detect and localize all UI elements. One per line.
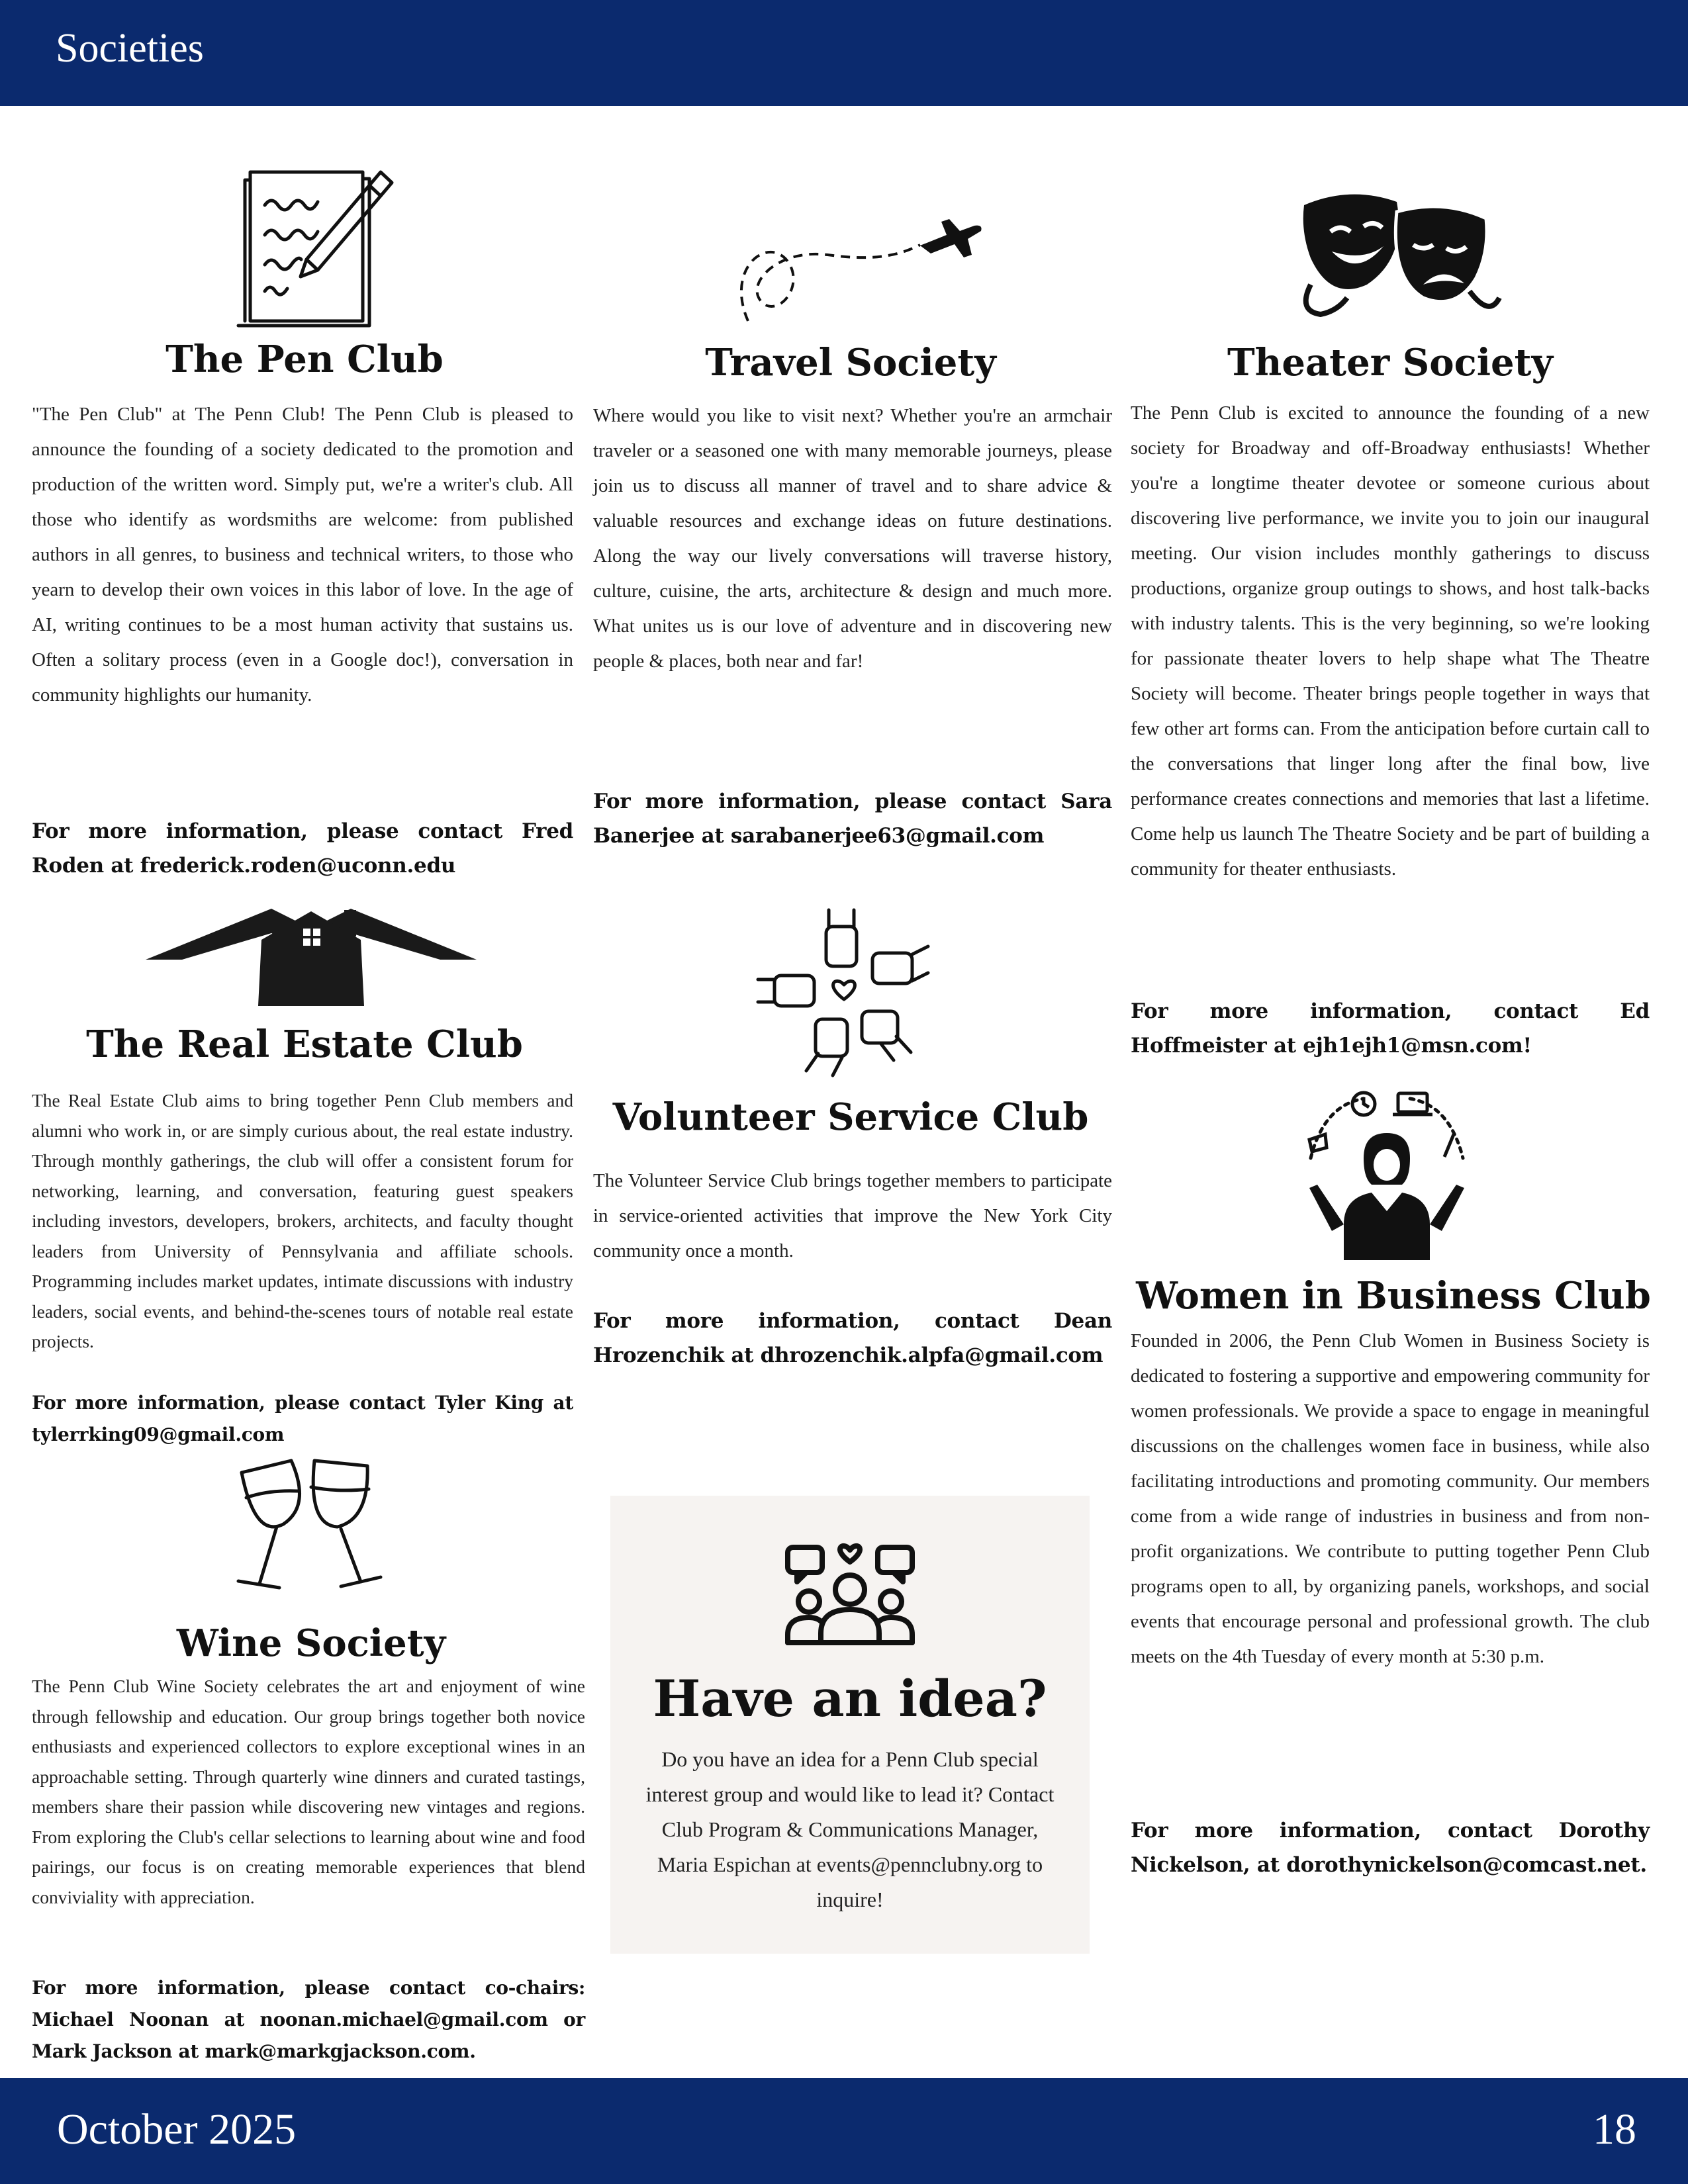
club-title-theater: Theater Society [1227,341,1553,385]
businesswoman-juggling-icon [1297,1085,1476,1261]
club-contact-pen: For more information, please contact Fred Roden at frederick.roden@uconn.edu [32,819,573,878]
club-body-pen: "The Pen Club" at The Penn Club! The Penn Club is pleased to announce the founding of a society dedicated to the promotion and production of the written word. Simply put, we're a writer's club. All those who identify as wordsmiths are welcome: from published authors in all genres, to business and technical writers, to those who yearn to develop their own voices in this labor of love. In the age of AI, writing continues to be a most human activity that sustains us. Often a solitary process (even in a Google doc!), conversation in community highlights our humanity. [32,404,573,705]
club-contact-travel: For more information, please contact Sara Banerjee at sarabanerjee63@gmail.com [593,790,1112,848]
idea-title: Have an idea? [653,1669,1047,1728]
club-contact-women: For more information, contact Dorothy Nickelson, at dorothynickelson@comcast.net. [1131,1819,1650,1877]
club-title-wine: Wine Society [176,1621,446,1665]
club-body-real-estate: The Real Estate Club aims to bring together Penn Club members and alumni who work in, or are simply curious about, the real estate industry. Through monthly gatherings, the club will offer a consistent forum for networking, learning, and conversation, featuring guest speakers including investors, developers, brokers, architects, and faculty thought leaders from University of Pennsylvania and affiliate schools. Programming includes market updates, intimate discussions with industry leaders, social events, and behind-the-scenes tours of notable real estate projects. [32,1090,573,1351]
club-contact-wine: For more information, please contact co-chairs: Michael Noonan at noonan.michael@gmail.com or Mark Jackson at mark@markgjackson.com. [32,1977,585,2062]
club-title-real-estate: The Real Estate Club [86,1023,523,1066]
club-body-theater: The Penn Club is excited to announce the founding of a new society for Broadway and off-Broadway enthusiasts! Whether you're a longtime theater devotee or someone curious about discovering live performance, we invite you to join our inaugural meeting. Our vision includes monthly gatherings to discuss productions, organize group outings to shows, and host talk-backs with industry talents. This is the very beginning, so we're looking for passionate theater lovers to help shape what The Theatre Society will become. Theater brings people together in ways that few other art forms can. From the anticipation before curtain call to the conversations that linger long after the final bow, live performance creates connections and memories that last a lifetime. Come help us launch The Theatre Society and be part of building a community for theater enthusiasts. [1131,402,1650,880]
airplane-path-icon [728,208,986,328]
header-band [0,0,1688,106]
club-contact-theater: For more information, contact Ed Hoffmeister at ejh1ejh1@msn.com! [1131,999,1650,1058]
issue-date: October 2025 [57,2105,297,2154]
section-title: Societies [56,26,204,71]
notebook-pen-icon [218,159,404,338]
club-body-travel: Where would you like to visit next? Whether you're an armchair traveler or a seasoned one with many memorable journeys, please join us to discuss all manner of travel and to share advice & valuable resources and exchange ideas on future destinations. Along the way our lively conversations will traverse history, culture, cuisine, the arts, architecture & design and much more. What unites us is our love of adventure and in discovering new people & places, both near and far! [593,405,1112,672]
club-title-women: Women in Business Club [1136,1274,1651,1318]
group-chat-icon [784,1524,916,1649]
idea-callout-box [610,1496,1090,1954]
club-body-women: Founded in 2006, the Penn Club Women in Business Society is dedicated to fostering a supportive and empowering community for women professionals. We provide a space to engage in meaningful discussions on the challenges women face in business, while also facilitating introductions and promoting community. Our members come from a wide range of industries in business and from non-profit organizations. We contribute to putting together Penn Club programs open to all, by organizing panels, workshops, and social events that encourage personal and professional growth. The club meets on the 4th Tuesday of every month at 5:30 p.m. [1131,1330,1650,1667]
theater-masks-icon [1291,185,1503,324]
club-title-travel: Travel Society [705,341,996,385]
club-title-volunteer: Volunteer Service Club [612,1095,1089,1139]
club-contact-real-estate: For more information, please contact Tyler King at tylerrking09@gmail.com [32,1392,573,1445]
club-body-volunteer: The Volunteer Service Club brings together members to participate in service-oriented activities that improve the New York City community once a month. [593,1170,1112,1261]
idea-body: Do you have an idea for a Penn Club special interest group and would like to lead it? Contact Club Program & Communications Manager, Maria Espichan at events@pennclubny.org to inquire! [645,1747,1055,1911]
club-body-wine: The Penn Club Wine Society celebrates the art and enjoyment of wine through fellowship and education. Our group brings together both novice enthusiasts and experienced collectors to explore exceptional wines in an approachable setting. Through quarterly wine dinners and curated tastings, members share their passion while discovering new vintages and regions. From exploring the Club's cellar selections to learning about wine and food pairings, our focus is on creating memorable experiences that blend conviviality with appreciation. [32,1676,585,1907]
club-title-pen: The Pen Club [165,338,444,381]
wine-glasses-toast-icon [205,1446,404,1612]
footer-band [0,2078,1688,2184]
club-contact-volunteer: For more information, contact Dean Hrozenchik at dhrozenchik.alpfa@gmail.com [593,1309,1112,1367]
house-roof-icon [146,903,477,1006]
page-number: 18 [1593,2105,1636,2154]
joined-hands-heart-icon [755,907,933,1079]
